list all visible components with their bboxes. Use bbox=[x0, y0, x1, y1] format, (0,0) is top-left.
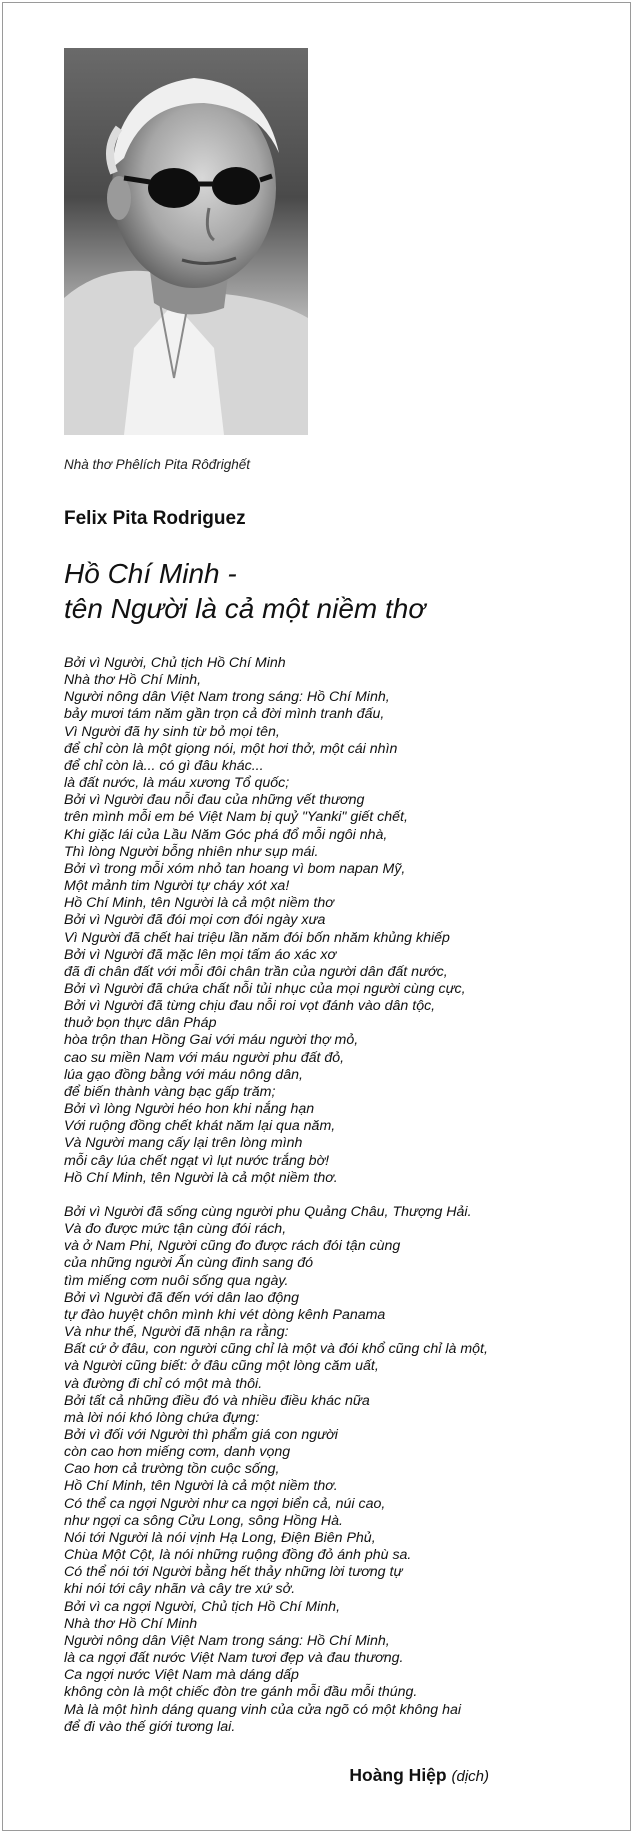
poem-line: Có thể nói tới Người bằng hết thảy những lời tương tự bbox=[64, 1564, 403, 1581]
poem-line: Bởi tất cả những điều đó và nhiều điều khác nữa bbox=[64, 1392, 370, 1409]
poem-line: Và như thế, Người đã nhận ra rằng: bbox=[64, 1324, 289, 1341]
poem-line: để biến thành vàng bạc gấp trăm; bbox=[64, 1083, 276, 1100]
poem-line: Mà là một hình dáng quang vinh của cửa ngõ có một không hai bbox=[64, 1701, 462, 1718]
poem-line: hòa trộn than Hồng Gai với máu người thợ mỏ, bbox=[64, 1032, 359, 1049]
poem-line: Bởi vì Người, Chủ tịch Hồ Chí Minh bbox=[64, 655, 286, 671]
poem-line: Hồ Chí Minh, tên Người là cả một niềm thơ. bbox=[64, 1169, 338, 1186]
poem-line: mỗi cây lúa chết ngạt vì lụt nước trắng bờ! bbox=[64, 1152, 330, 1169]
poem-line: Bởi vì đối với Người thì phẩm giá con người bbox=[64, 1427, 338, 1444]
poem-line: và Người cũng biết: ở đâu cũng một lòng căm uất, bbox=[64, 1358, 379, 1375]
photo-caption: Nhà thơ Phêlích Pita Rôđrighết bbox=[64, 457, 251, 472]
translator-name: Hoàng Hiệp bbox=[349, 1765, 447, 1785]
poem-body bbox=[64, 655, 488, 1736]
poem-line: còn cao hơn miếng cơm, danh vọng bbox=[64, 1444, 291, 1461]
poem-line: Nói tới Người là nói vịnh Hạ Long, Điện Biên Phủ, bbox=[64, 1529, 376, 1546]
poem-line: Khi giặc lái của Lầu Năm Góc phá đổ mỗi ngôi nhà, bbox=[64, 826, 388, 843]
poem-line: Bất cứ ở đâu, con người cũng chỉ là một và đói khổ cũng chỉ là một, bbox=[64, 1341, 488, 1358]
portrait-photo bbox=[64, 48, 308, 435]
poem-line: Vì Người đã hy sinh từ bỏ mọi tên, bbox=[64, 723, 280, 740]
poem-line: mà lời nói khó lòng chứa đựng: bbox=[64, 1409, 260, 1426]
poem-line: và đường đi chỉ có một mà thôi. bbox=[64, 1375, 263, 1392]
poem-line: Người nông dân Việt Nam trong sáng: Hồ Chí Minh, bbox=[64, 689, 390, 706]
poem-line: bảy mươi tám năm gần trọn cả đời mình tranh đấu, bbox=[64, 706, 385, 723]
poem-line: Bởi vì Người đã chứa chất nỗi tủi nhục của mọi người cùng cực, bbox=[64, 980, 466, 997]
poem-line: Bởi vì Người đã mặc lên mọi tấm áo xác xơ bbox=[64, 946, 337, 963]
poem-line: khi nói tới cây nhãn và cây tre xứ sở. bbox=[64, 1581, 296, 1598]
poem-line: để chỉ còn là... có gì đâu khác... bbox=[64, 757, 264, 774]
poem-line: Ca ngợi nước Việt Nam mà dáng dấp bbox=[64, 1667, 299, 1684]
poem-line: Với ruộng đồng chết khát năm lại qua năm, bbox=[64, 1118, 336, 1135]
poem-line: Bởi vì Người đã sống cùng người phu Quảng Châu, Thượng Hải. bbox=[64, 1203, 472, 1220]
poem-line: cao su miền Nam với máu người phu đất đỏ, bbox=[64, 1049, 345, 1066]
poem-line: Chùa Một Cột, là nói những ruộng đồng đỏ ánh phù sa. bbox=[64, 1547, 412, 1564]
poem-title-line-1: Hồ Chí Minh - bbox=[64, 558, 237, 589]
poem-line: là đất nước, là máu xương Tổ quốc; bbox=[64, 775, 290, 792]
translator-credit bbox=[349, 1765, 489, 1786]
poem-line: Bởi vì trong mỗi xóm nhỏ tan hoang vì bom napan Mỹ, bbox=[64, 860, 406, 877]
poem-line: của những người Ấn cùng đinh sang đó bbox=[64, 1255, 314, 1272]
poem-line: tìm miếng cơm nuôi sống qua ngày. bbox=[64, 1272, 289, 1289]
stanza-gap bbox=[64, 1187, 488, 1204]
translator-role: (dịch) bbox=[451, 1768, 489, 1785]
poem-line: Bởi vì Người đã từng chịu đau nỗi roi vọt đánh vào dân tộc, bbox=[64, 998, 436, 1015]
poem-line: Thì lòng Người bỗng nhiên như sụp mái. bbox=[64, 843, 319, 860]
poem-line: Bởi vì Người đau nỗi đau của những vết thương bbox=[64, 792, 365, 809]
poem-line: Người nông dân Việt Nam trong sáng: Hồ Chí Minh, bbox=[64, 1632, 390, 1649]
poem-line: thuở bọn thực dân Pháp bbox=[64, 1015, 217, 1032]
poem-title bbox=[64, 556, 425, 626]
poem-line: Bởi vì lòng Người héo hon khi nắng hạn bbox=[64, 1101, 315, 1118]
poem-author: Felix Pita Rodriguez bbox=[64, 508, 246, 529]
poem-line: Vì Người đã chết hai triệu lần năm đói bốn nhăm khủng khiếp bbox=[64, 929, 450, 946]
poem-line: Hồ Chí Minh, tên Người là cả một niềm thơ bbox=[64, 895, 334, 912]
poem-line: Bởi vì Người đã đói mọi cơn đói ngày xưa bbox=[64, 912, 326, 929]
poem-line: Bởi vì Người đã đến với dân lao động bbox=[64, 1289, 300, 1306]
poem-line: Có thể ca ngợi Người như ca ngợi biển cả, núi cao, bbox=[64, 1495, 386, 1512]
stanza-2 bbox=[64, 1204, 488, 1736]
poem-line: để chỉ còn là một giọng nói, một hơi thở, một cái nhìn bbox=[64, 740, 398, 757]
poem-line: không còn là một chiếc đòn tre gánh mỗi đầu mỗi thúng. bbox=[64, 1684, 418, 1701]
poem-title-line-2: tên Người là cả một niềm thơ bbox=[64, 593, 426, 624]
poem-line: và ở Nam Phi, Người cũng đo được rách đói tận cùng bbox=[64, 1238, 401, 1255]
poem-line: Và đo được mức tận cùng đói rách, bbox=[64, 1221, 287, 1238]
poem-line: Nhà thơ Hồ Chí Minh, bbox=[64, 672, 202, 689]
poem-line: tự đào huyệt chôn mình khi vét dòng kênh Panama bbox=[64, 1306, 386, 1323]
poem-line: là ca ngợi đất nước Việt Nam tươi đẹp và đau thương. bbox=[64, 1650, 404, 1667]
poem-line: Bởi vì ca ngợi Người, Chủ tịch Hồ Chí Minh, bbox=[64, 1598, 341, 1615]
poem-line: Và Người mang cấy lại trên lòng mình bbox=[64, 1135, 303, 1152]
poem-line: để đi vào thế giới tương lai. bbox=[64, 1718, 236, 1735]
poem-line: lúa gạo đồng bằng với máu nông dân, bbox=[64, 1066, 303, 1083]
poem-line: đã đi chân đất với mỗi đôi chân trần của người dân đất nước, bbox=[64, 963, 448, 980]
stanza-1 bbox=[64, 655, 488, 1187]
poem-line: Hồ Chí Minh, tên Người là cả một niềm thơ. bbox=[64, 1478, 338, 1495]
poem-line: Cao hơn cả trường tồn cuộc sống, bbox=[64, 1461, 280, 1478]
poem-line: Một mảnh tim Người tự cháy xót xa! bbox=[64, 878, 290, 895]
poem-line: Nhà thơ Hồ Chí Minh bbox=[64, 1615, 198, 1632]
poem-line: trên mình mỗi em bé Việt Nam bị quỷ "Yanki" giết chết, bbox=[64, 809, 408, 826]
poem-line: như ngợi ca sông Cửu Long, sông Hồng Hà. bbox=[64, 1512, 343, 1529]
